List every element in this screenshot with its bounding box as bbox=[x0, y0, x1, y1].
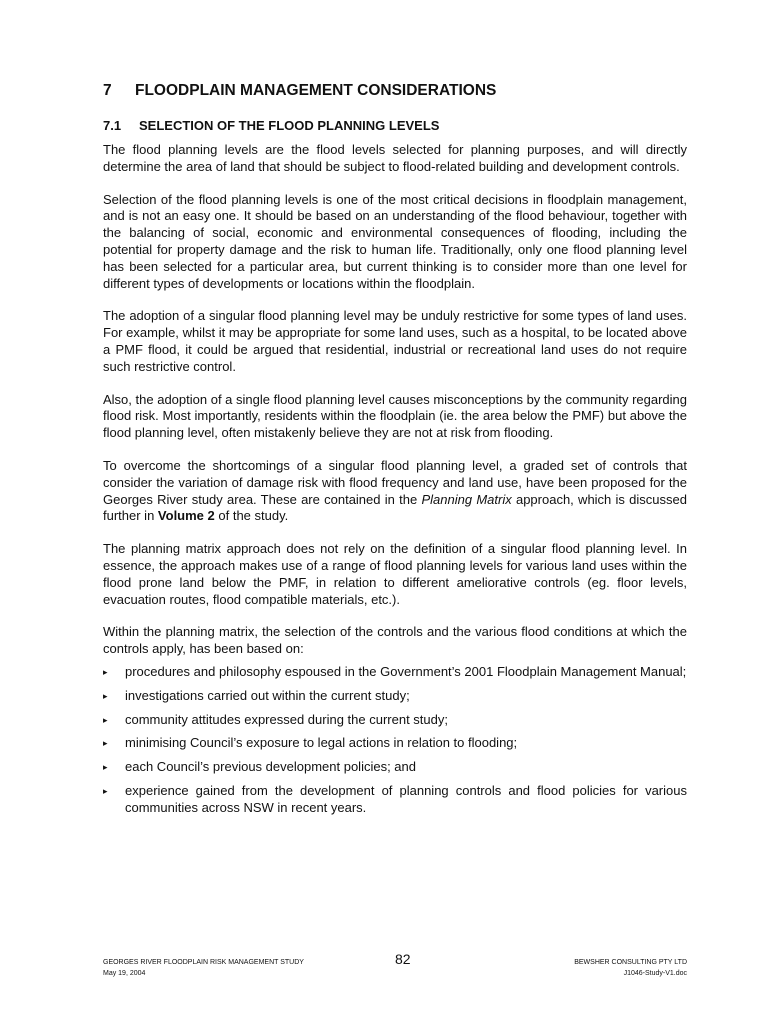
footer-filename: J1046-Study-V1.doc bbox=[623, 970, 687, 977]
subsection-heading bbox=[103, 118, 687, 133]
list-item bbox=[103, 783, 687, 817]
triangle-bullet-icon: ▸ bbox=[103, 738, 108, 749]
footer-study-title: GEORGES RIVER FLOODPLAIN RISK MANAGEMENT STUDY bbox=[103, 959, 304, 966]
list-item-text: each Council’s previous development policies; and bbox=[125, 759, 416, 775]
list-item bbox=[103, 759, 687, 776]
list-item-text: procedures and philosophy espoused in the Government’s 2001 Floodplain Management Manual; bbox=[125, 663, 687, 679]
paragraph-5-text-c: of the study. bbox=[214, 508, 289, 524]
list-item-text: minimising Council’s exposure to legal actions in relation to flooding; bbox=[125, 735, 518, 751]
paragraph-3: The adoption of a singular flood planning level may be unduly restrictive for some types of land uses. For example, whilst it may be appropriate for some land uses, such as a hospital, to be located above a PMF flood, it could be argued that residential, industrial or recreational land uses do not require such restrictive control. bbox=[103, 308, 687, 374]
paragraph-2: Selection of the flood planning levels is one of the most critical decisions in floodplain management, and is not an easy one. It should be based on an understanding of the flood behaviour, together with the balancing of social, economic and environmental consequences of flooding, including the potential for property damage and the risk to human life. Traditionally, only one flood planning level has been selected for a particular area, but current thinking is to consider more than one level for different types of developments or locations within the floodplain. bbox=[103, 191, 687, 291]
section-number: 7 bbox=[103, 82, 112, 99]
triangle-bullet-icon: ▸ bbox=[103, 714, 108, 725]
volume-2-reference: Volume 2 bbox=[157, 508, 215, 524]
paragraph-4: Also, the adoption of a single flood planning level causes misconceptions by the community regarding flood risk. Most importantly, residents within the floodplain (ie. the area below the PMF) but above the flood planning level, often mistakenly believe they are not at risk from flooding. bbox=[103, 391, 687, 441]
triangle-bullet-icon: ▸ bbox=[103, 762, 108, 773]
paragraph-1: The flood planning levels are the flood levels selected for planning purposes, and will directly determine the area of land that should be subject to flood-related building and development controls. bbox=[103, 142, 687, 174]
triangle-bullet-icon: ▸ bbox=[103, 666, 108, 677]
footer-left bbox=[103, 957, 304, 979]
footer-right bbox=[574, 957, 687, 979]
planning-matrix-emphasis: Planning Matrix bbox=[421, 491, 512, 507]
list-item bbox=[103, 688, 687, 705]
paragraph-6: The planning matrix approach does not rely on the definition of a singular flood planning level. In essence, the approach makes use of a range of flood planning levels for various land uses within the flood prone land below the PMF, in relation to different ameliorative controls (eg. floor levels, evacuation routes, flood compatible materials, etc.). bbox=[103, 541, 687, 607]
subsection-number: 7.1 bbox=[103, 118, 122, 133]
page-content bbox=[103, 82, 687, 824]
list-item-text: investigations carried out within the current study; bbox=[125, 687, 410, 703]
triangle-bullet-icon: ▸ bbox=[103, 785, 108, 796]
paragraph-5 bbox=[103, 458, 687, 525]
paragraph-5-text-b: approach, which is discussed further in bbox=[103, 491, 687, 524]
list-item-text: experience gained from the development of planning controls and flood policies for various communities across NSW in recent years. bbox=[125, 782, 687, 815]
triangle-bullet-icon: ▸ bbox=[103, 690, 108, 701]
paragraph-7: Within the planning matrix, the selection of the controls and the various flood conditions at which the controls apply, has been based on: bbox=[103, 624, 687, 657]
section-title: FLOODPLAIN MANAGEMENT CONSIDERATIONS bbox=[135, 82, 497, 99]
list-item bbox=[103, 712, 687, 729]
list-item bbox=[103, 735, 687, 752]
paragraph-5-text-a: To overcome the shortcomings of a singular flood planning level, a graded set of controls that consider the variation of damage risk with flood frequency and land use, have been proposed for the Georges River study area. These are contained in the bbox=[103, 457, 687, 507]
page-number: 82 bbox=[395, 951, 411, 967]
basis-list bbox=[103, 664, 687, 817]
list-item-text: community attitudes expressed during the current study; bbox=[125, 711, 448, 727]
subsection-title: SELECTION OF THE FLOOD PLANNING LEVELS bbox=[139, 118, 440, 133]
footer-date: May 19, 2004 bbox=[103, 970, 146, 977]
footer-company: BEWSHER CONSULTING PTY LTD bbox=[574, 959, 687, 966]
section-heading bbox=[103, 82, 687, 100]
list-item bbox=[103, 664, 687, 681]
